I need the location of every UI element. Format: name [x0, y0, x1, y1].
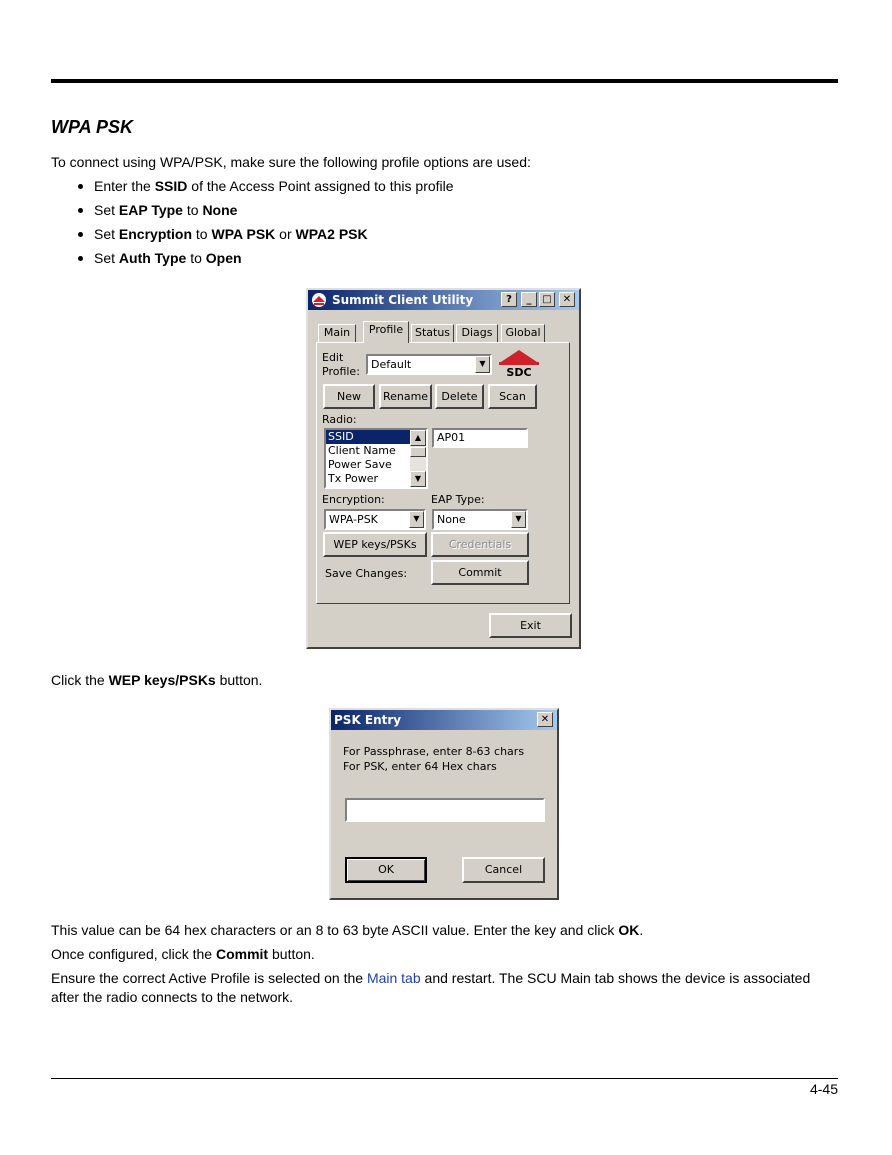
title-bar: [308, 290, 579, 310]
list-item[interactable]: Power Save: [328, 458, 392, 471]
save-changes-label: Save Changes:: [325, 567, 408, 580]
instruction-click-wep: Click the WEP keys/PSKs button.: [51, 672, 263, 688]
ssid-field[interactable]: AP01: [432, 428, 528, 448]
rename-button[interactable]: Rename: [379, 384, 432, 409]
scroll-down-icon[interactable]: ▼: [410, 471, 426, 487]
window-title: Summit Client Utility: [332, 293, 474, 307]
scrollbar[interactable]: [410, 430, 426, 487]
eap-type-value: None: [437, 513, 466, 526]
list-item: Set Encryption to WPA PSK or WPA2 PSK: [51, 225, 454, 249]
commit-paragraph: Once configured, click the Commit button.: [51, 946, 315, 962]
maximize-icon[interactable]: □: [539, 292, 555, 307]
chevron-down-icon[interactable]: ▼: [409, 511, 424, 528]
section-title: WPA PSK: [51, 117, 134, 137]
main-tab-link[interactable]: Main tab: [366, 970, 421, 986]
active-profile-paragraph: Ensure the correct Active Profile is selected on the Main tab and restart. The SCU Main tab shows the device is associated after the radio connects to the network.: [51, 970, 811, 1005]
app-icon: [311, 292, 327, 308]
list-item[interactable]: SSID: [326, 430, 426, 444]
close-icon[interactable]: ✕: [537, 712, 553, 727]
radio-listbox[interactable]: [324, 428, 428, 489]
tab-global[interactable]: Global: [501, 324, 545, 342]
wep-keys-psks-button[interactable]: WEP keys/PSKs: [323, 532, 427, 557]
list-item[interactable]: Tx Power: [328, 472, 378, 485]
eap-type-dropdown[interactable]: [432, 509, 528, 530]
summit-client-utility-window: [306, 288, 581, 649]
dialog-title: PSK Entry: [334, 713, 402, 727]
psk-hint: For PSK, enter 64 Hex chars: [343, 760, 497, 773]
profile-value: Default: [371, 358, 412, 371]
psk-input[interactable]: [345, 798, 545, 822]
minimize-icon[interactable]: _: [521, 292, 537, 307]
hex-value-paragraph: This value can be 64 hex characters or an 8 to 63 byte ASCII value. Enter the key and click OK.: [51, 922, 644, 938]
list-item[interactable]: Client Name: [328, 444, 396, 457]
psk-entry-dialog: [329, 708, 559, 900]
sdc-logo: [497, 348, 541, 378]
list-item: Enter the SSID of the Access Point assigned to this profile: [51, 177, 454, 201]
svg-text:SDC: SDC: [506, 366, 532, 378]
new-button[interactable]: New: [323, 384, 375, 409]
chevron-down-icon[interactable]: ▼: [511, 511, 526, 528]
bottom-rule: [51, 1078, 838, 1079]
encryption-value: WPA-PSK: [329, 513, 378, 526]
cancel-button[interactable]: Cancel: [462, 857, 545, 883]
list-item: Set EAP Type to None: [51, 201, 454, 225]
scroll-thumb[interactable]: [410, 447, 426, 457]
tab-status[interactable]: Status: [411, 324, 454, 342]
edit-profile-label: Edit: [322, 351, 344, 364]
encryption-dropdown[interactable]: [324, 509, 426, 530]
profile-dropdown[interactable]: [366, 354, 492, 375]
credentials-button: Credentials: [431, 532, 529, 557]
encryption-label: Encryption:: [322, 493, 385, 506]
delete-button[interactable]: Delete: [435, 384, 484, 409]
eap-type-label: EAP Type:: [431, 493, 485, 506]
list-item: Set Auth Type to Open: [51, 249, 454, 273]
radio-label: Radio:: [322, 413, 357, 426]
commit-button[interactable]: Commit: [431, 560, 529, 585]
passphrase-hint: For Passphrase, enter 8-63 chars: [343, 745, 525, 758]
close-icon[interactable]: ✕: [559, 292, 575, 307]
page-number: 4-45: [809, 1081, 838, 1097]
exit-button[interactable]: Exit: [489, 613, 572, 638]
tab-profile[interactable]: Profile: [363, 321, 409, 343]
title-bar: [331, 710, 557, 730]
tab-diags[interactable]: Diags: [456, 324, 498, 342]
scan-button[interactable]: Scan: [488, 384, 537, 409]
edit-profile-label: Profile:: [322, 365, 360, 378]
tab-main[interactable]: Main: [318, 324, 356, 342]
chevron-down-icon[interactable]: ▼: [475, 356, 490, 373]
ok-button[interactable]: OK: [345, 857, 427, 883]
intro-paragraph: To connect using WPA/PSK, make sure the following profile options are used:: [51, 154, 531, 170]
profile-options-list: [51, 177, 454, 273]
help-icon[interactable]: ?: [501, 292, 517, 307]
top-rule: [51, 79, 838, 83]
scroll-up-icon[interactable]: ▲: [410, 430, 426, 446]
